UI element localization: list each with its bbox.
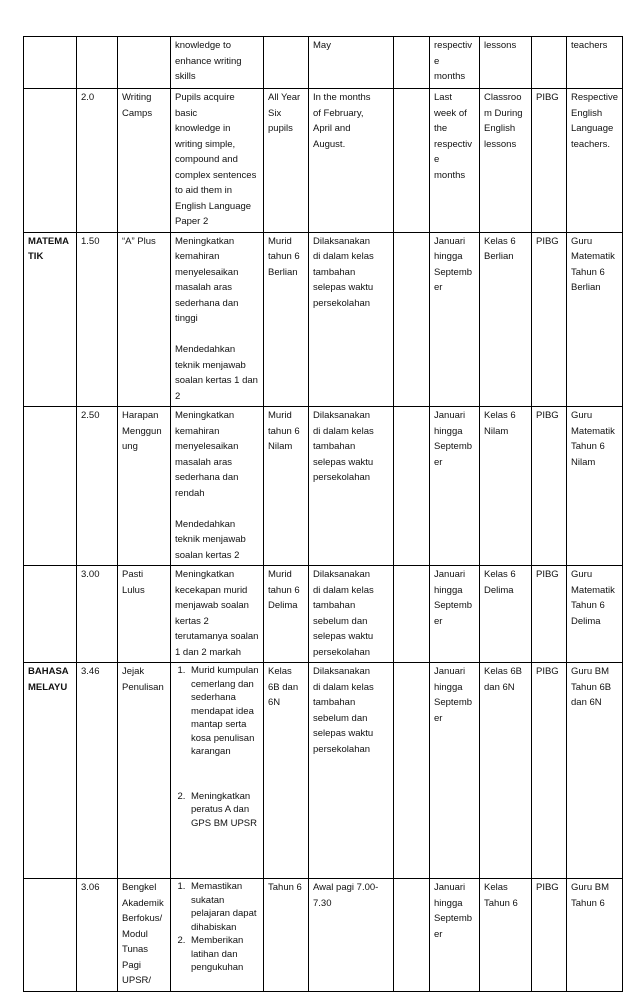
program-plan-table: [23, 36, 623, 992]
objective-line: masalah aras: [175, 456, 233, 468]
objective-line: enhance writing: [175, 55, 242, 67]
responsible-text: Respective English Language teachers.: [571, 92, 618, 150]
place-text: Kelas 6 Berlian: [484, 235, 516, 262]
place-cell: [480, 407, 532, 566]
method-line: selepas waktu: [313, 728, 374, 739]
target-text: Tahun 6: [268, 882, 302, 893]
time-line: respectiv: [434, 40, 473, 51]
method-cell: [309, 407, 394, 566]
time-line: week of: [434, 107, 467, 119]
blank-cell: [394, 232, 430, 407]
funding-cell: [532, 663, 567, 879]
blank-cell: [394, 89, 430, 233]
program-cell: [118, 407, 171, 566]
objective-cell: [171, 566, 264, 663]
objective-line: kecekapan murid: [175, 584, 248, 596]
objective-line: skills: [175, 71, 196, 82]
funding-text: PIBG: [536, 92, 559, 103]
objective-line: teknik menjawab: [175, 534, 246, 545]
method-line: di dalam kelas: [313, 425, 374, 437]
objective-line: Meningkatkan: [175, 410, 235, 421]
code-cell: [77, 232, 118, 407]
time-line: Septemb: [434, 697, 473, 708]
funding-text: PIBG: [536, 666, 559, 677]
method-line: In the months: [313, 92, 371, 103]
method-line: 7.30: [313, 897, 332, 909]
target-text: Kelas 6B dan 6N: [268, 666, 299, 708]
objective-line: Pupils acquire basic: [175, 92, 235, 119]
funding-text: PIBG: [536, 410, 559, 421]
subject-text: BAHASA MELAYU: [28, 666, 69, 693]
funding-cell: [532, 37, 567, 89]
funding-cell: [532, 566, 567, 663]
time-cell: [430, 663, 480, 879]
time-line: er: [434, 282, 443, 293]
target-cell: [264, 89, 309, 233]
time-line: months: [434, 169, 466, 181]
code-text: 3.00: [81, 569, 100, 580]
time-cell: [430, 89, 480, 233]
objective-line: 2: [175, 390, 181, 402]
place-cell: [480, 566, 532, 663]
method-line: April and: [313, 123, 351, 134]
responsible-cell: [567, 566, 623, 663]
code-cell: [77, 566, 118, 663]
funding-cell: [532, 879, 567, 992]
objective-line: masalah aras: [175, 282, 233, 293]
table-row: [24, 407, 623, 566]
method-line: Dilaksanakan: [313, 235, 371, 247]
time-line: Januari: [434, 882, 466, 893]
place-cell: [480, 663, 532, 879]
objective-line: terutamanya soalan: [175, 631, 259, 642]
table-row: [24, 89, 623, 233]
objective-line: 1 dan 2 markah: [175, 646, 242, 658]
list-item: 1. Memastikan sukatan pelajaran dapat dihabiskan: [188, 880, 259, 934]
time-line: hingga: [434, 584, 463, 596]
funding-text: PIBG: [536, 882, 559, 893]
blank-cell: [394, 566, 430, 663]
place-cell: [480, 879, 532, 992]
method-line: selepas waktu: [313, 456, 374, 468]
objective-cell: [171, 663, 264, 879]
method-line: di dalam kelas: [313, 584, 374, 596]
objective-list: [175, 664, 259, 830]
responsible-text: Guru Matematik Tahun 6 Delima: [571, 569, 615, 627]
list-item: 1. Murid kumpulan cemerlang dan sederhana mendapat idea mantap serta kosa penulisan karangan: [188, 664, 259, 759]
code-cell: [77, 879, 118, 992]
code-cell: [77, 663, 118, 879]
code-cell: [77, 407, 118, 566]
target-cell: [264, 879, 309, 992]
method-line: of February,: [313, 107, 364, 119]
method-line: di dalam kelas: [313, 681, 374, 693]
time-cell: [430, 37, 480, 89]
objective-line: menyelesaikan: [175, 441, 239, 452]
objective-line: rendah: [175, 487, 205, 499]
method-line: Dilaksanakan: [313, 410, 371, 421]
code-text: 3.06: [81, 882, 100, 893]
objective-line: sederhana dan: [175, 297, 239, 309]
code-text: 1.50: [81, 235, 100, 247]
objective-line: tinggi: [175, 313, 198, 324]
objective-line: Paper 2: [175, 216, 209, 227]
list-item: 2. Memberikan latihan dan pengukuhan: [188, 934, 259, 975]
objective-line: menjawab soalan: [175, 600, 249, 611]
subject-cell: [24, 37, 77, 89]
objective-line: soalan kertas 2: [175, 549, 240, 561]
method-line: selepas waktu: [313, 631, 374, 642]
program-cell: [118, 879, 171, 992]
table-row: [24, 566, 623, 663]
funding-cell: [532, 89, 567, 233]
program-text: Bengkel Akademik Berfokus/ Modul Tunas Pagi UPSR/: [122, 882, 164, 986]
method-line: August.: [313, 138, 346, 150]
method-line: tambahan: [313, 441, 356, 452]
blank-cell: [394, 407, 430, 566]
program-text: Pasti Lulus: [122, 569, 145, 596]
time-line: Last: [434, 92, 452, 103]
time-line: hingga: [434, 251, 463, 262]
objective-cell: [171, 232, 264, 407]
time-line: Januari: [434, 666, 466, 677]
responsible-cell: [567, 879, 623, 992]
objective-line: soalan kertas 1 dan: [175, 375, 258, 386]
responsible-cell: [567, 232, 623, 407]
time-line: e: [434, 55, 440, 67]
subject-cell: [24, 407, 77, 566]
table-row: [24, 37, 623, 89]
time-line: months: [434, 71, 466, 82]
place-text: lessons: [484, 40, 517, 51]
method-cell: [309, 232, 394, 407]
program-cell: [118, 232, 171, 407]
method-line: Dilaksanakan: [313, 569, 371, 580]
program-cell: [118, 663, 171, 879]
method-line: selepas waktu: [313, 282, 374, 293]
objective-line: to aid them in: [175, 185, 233, 196]
blank-cell: [394, 663, 430, 879]
method-line: May: [313, 40, 331, 51]
method-line: tambahan: [313, 266, 356, 278]
objective-line: sederhana dan: [175, 472, 239, 483]
time-cell: [430, 566, 480, 663]
funding-cell: [532, 407, 567, 566]
funding-text: PIBG: [536, 569, 559, 580]
place-text: Kelas 6 Delima: [484, 569, 516, 596]
time-line: hingga: [434, 425, 463, 437]
program-cell: [118, 89, 171, 233]
program-text: Jejak Penulisan: [122, 666, 164, 693]
time-line: e: [434, 154, 440, 165]
target-cell: [264, 407, 309, 566]
subject-text: MATEMATIK: [28, 235, 69, 262]
objective-line: complex sentences: [175, 169, 257, 181]
target-text: Murid tahun 6 Nilam: [268, 410, 300, 452]
place-cell: [480, 37, 532, 89]
time-line: hingga: [434, 681, 463, 693]
subject-cell: [24, 663, 77, 879]
time-line: er: [434, 712, 443, 724]
table-row: [24, 663, 623, 879]
method-cell: [309, 663, 394, 879]
method-line: sebelum dan: [313, 615, 368, 627]
objective-list: [175, 880, 259, 975]
method-line: di dalam kelas: [313, 251, 374, 262]
target-cell: [264, 37, 309, 89]
time-line: er: [434, 615, 443, 627]
time-line: Januari: [434, 569, 466, 580]
objective-cell: [171, 37, 264, 89]
objective-line: menyelesaikan: [175, 266, 239, 278]
blank-cell: [394, 37, 430, 89]
objective-line: Mendedahkan: [175, 344, 236, 355]
program-cell: [118, 566, 171, 663]
target-cell: [264, 232, 309, 407]
target-cell: [264, 566, 309, 663]
objective-line: kemahiran: [175, 425, 220, 437]
method-cell: [309, 879, 394, 992]
objective-line: Meningkatkan: [175, 235, 235, 247]
method-line: persekolahan: [313, 743, 371, 755]
responsible-cell: [567, 407, 623, 566]
objective-line: knowledge to: [175, 40, 231, 51]
method-cell: [309, 89, 394, 233]
time-line: the: [434, 123, 448, 134]
method-line: persekolahan: [313, 472, 371, 483]
responsible-text: Guru BM Tahun 6: [571, 882, 610, 909]
objective-line: compound and: [175, 154, 238, 165]
responsible-text: Guru BM Tahun 6B dan 6N: [571, 666, 612, 708]
place-text: Classroom During English lessons: [484, 92, 523, 150]
time-line: er: [434, 928, 443, 940]
objective-line: kemahiran: [175, 251, 220, 262]
time-line: Septemb: [434, 266, 473, 278]
table-row: [24, 879, 623, 992]
responsible-text: Guru Matematik Tahun 6 Berlian: [571, 235, 615, 293]
program-cell: [118, 37, 171, 89]
objective-line: kertas 2: [175, 615, 209, 627]
program-text: Harapan Menggunung: [122, 410, 162, 452]
time-line: er: [434, 456, 443, 468]
time-line: Septemb: [434, 600, 473, 611]
list-item: 2. Meningkatkan peratus A dan GPS BM UPSR: [188, 790, 259, 831]
responsible-cell: [567, 89, 623, 233]
funding-text: PIBG: [536, 235, 559, 247]
place-cell: [480, 232, 532, 407]
subject-cell: [24, 232, 77, 407]
method-line: tambahan: [313, 600, 356, 611]
method-line: tambahan: [313, 697, 356, 708]
method-line: Awal pagi 7.00-: [313, 882, 379, 893]
code-cell: [77, 89, 118, 233]
method-cell: [309, 37, 394, 89]
responsible-cell: [567, 37, 623, 89]
objective-line: writing simple,: [175, 138, 236, 150]
code-cell: [77, 37, 118, 89]
subject-cell: [24, 566, 77, 663]
time-line: Januari: [434, 235, 466, 247]
code-text: 3.46: [81, 666, 100, 677]
objective-cell: [171, 407, 264, 566]
method-line: persekolahan: [313, 646, 371, 658]
code-text: 2.50: [81, 410, 100, 421]
responsible-text: Guru Matematik Tahun 6 Nilam: [571, 410, 615, 468]
target-text: Murid tahun 6 Berlian: [268, 235, 300, 278]
objective-line: [175, 501, 259, 517]
time-line: Januari: [434, 410, 466, 421]
subject-cell: [24, 89, 77, 233]
responsible-cell: [567, 663, 623, 879]
objective-line: teknik menjawab: [175, 359, 246, 371]
objective-line: Meningkatkan: [175, 569, 235, 580]
place-text: Kelas 6 Nilam: [484, 410, 516, 437]
method-line: Dilaksanakan: [313, 666, 371, 677]
subject-cell: [24, 879, 77, 992]
objective-cell: [171, 89, 264, 233]
program-text: Writing Camps: [122, 92, 153, 119]
method-cell: [309, 566, 394, 663]
time-cell: [430, 879, 480, 992]
target-cell: [264, 663, 309, 879]
responsible-text: teachers: [571, 40, 608, 51]
place-text: Kelas 6B dan 6N: [484, 666, 523, 693]
program-text: “A” Plus: [122, 235, 156, 247]
code-text: 2.0: [81, 92, 95, 103]
objective-line: knowledge in: [175, 123, 231, 134]
plan-table-body: [24, 37, 623, 992]
objective-cell: [171, 879, 264, 992]
time-cell: [430, 407, 480, 566]
method-line: sebelum dan: [313, 712, 368, 724]
target-text: Murid tahun 6 Delima: [268, 569, 300, 611]
time-line: Septemb: [434, 913, 473, 924]
objective-line: Mendedahkan: [175, 518, 236, 530]
table-row: [24, 232, 623, 407]
funding-cell: [532, 232, 567, 407]
time-cell: [430, 232, 480, 407]
objective-line: English Language: [175, 200, 252, 212]
time-line: respectiv: [434, 138, 473, 150]
objective-line: [175, 327, 259, 343]
time-line: Septemb: [434, 441, 473, 452]
blank-cell: [394, 879, 430, 992]
time-line: hingga: [434, 897, 463, 909]
method-line: persekolahan: [313, 297, 371, 309]
place-text: Kelas Tahun 6: [484, 882, 518, 909]
place-cell: [480, 89, 532, 233]
target-text: All Year Six pupils: [268, 92, 301, 134]
